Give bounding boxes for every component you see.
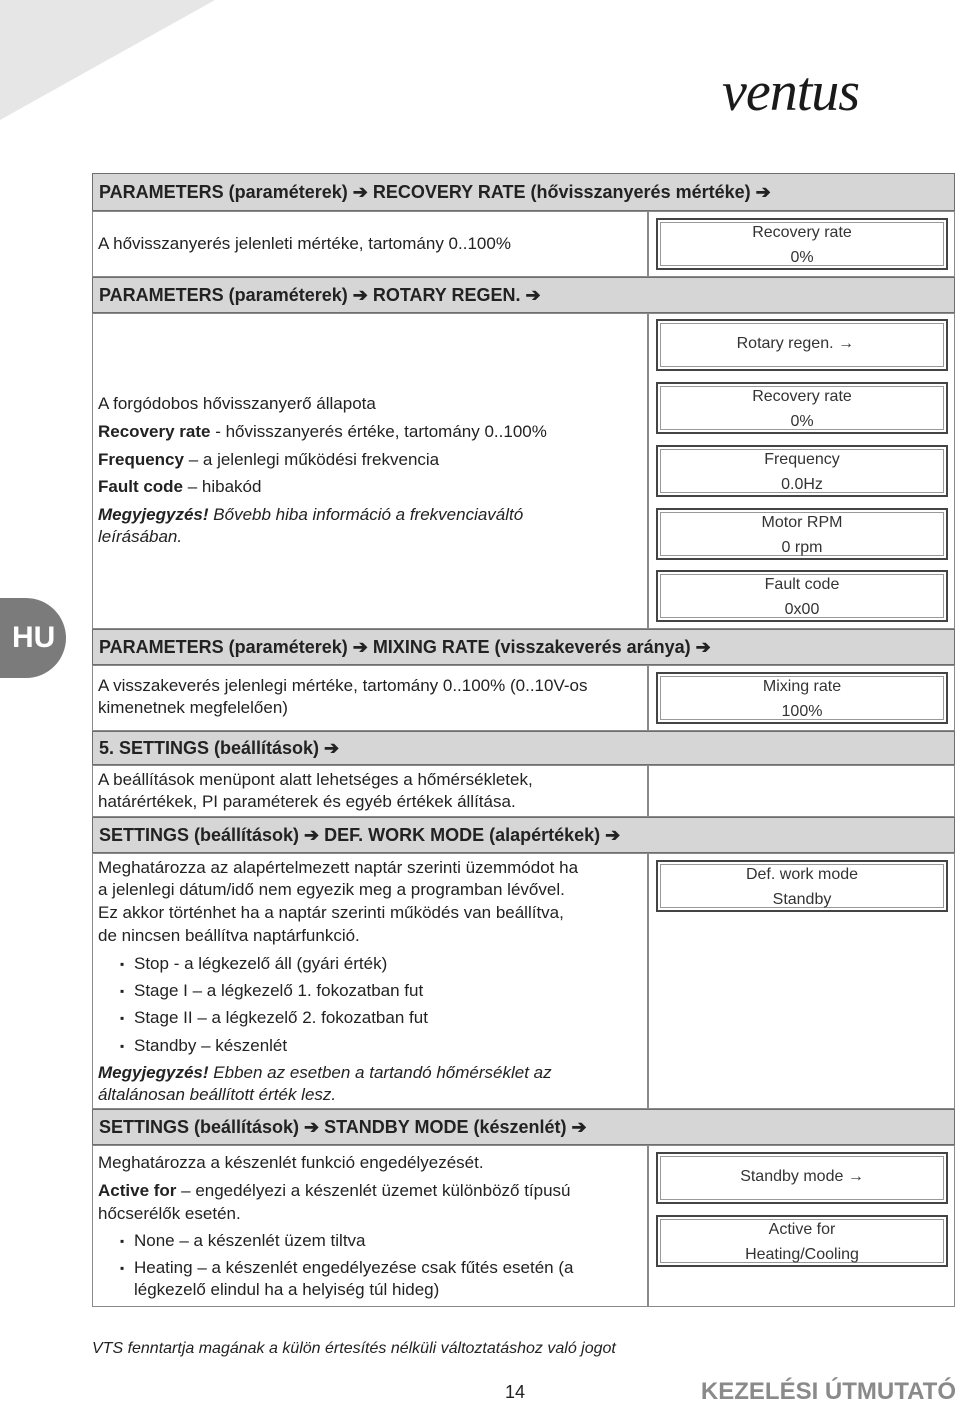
- standby-active-line: Active for – engedélyezi a készenlét üzemet különböző típusú: [98, 1181, 571, 1200]
- language-tab: HU: [0, 598, 66, 678]
- rotary-frequency-line: Frequency – a jelenlegi működési frekvencia: [98, 450, 440, 469]
- standby-mode-header: SETTINGS (beállítások) ➔ STANDBY MODE (készenlét) ➔: [92, 1109, 955, 1145]
- mixing-desc-cont: kimenetnek megfelelően): [98, 698, 288, 717]
- standby-bullet-cont: légkezelő elindul ha a helyiség túl hideg): [134, 1280, 440, 1299]
- def-work-mode-header: SETTINGS (beállítások) ➔ DEF. WORK MODE (alapértékek) ➔: [92, 817, 955, 853]
- mixing-rate-header: PARAMETERS (paraméterek) ➔ MIXING RATE (visszakeverés aránya) ➔: [92, 629, 955, 665]
- defwork-line: Meghatározza az alapértelmezett naptár szerinti üzemmódot ha: [98, 858, 579, 877]
- def-work-mode-display: [656, 860, 948, 912]
- display-label: Frequency: [764, 451, 840, 468]
- defwork-line: a jelenlegi dátum/idő nem egyezik meg a programban lévővel.: [98, 880, 565, 899]
- display-label: Def. work mode: [745, 866, 859, 883]
- rotary-recovery-display: [656, 382, 948, 434]
- recovery-rate-display: [656, 218, 948, 270]
- active-for-display: [656, 1215, 948, 1267]
- standby-bullet: ▪ Heating – a készenlét engedélyezése csak fűtés esetén (a: [134, 1257, 573, 1279]
- display-value: Heating/Cooling: [745, 1246, 859, 1263]
- settings-desc: A beállítások menüpont alatt lehetséges a hőmérsékletek,: [98, 770, 533, 789]
- rotary-desc-cell: [92, 313, 648, 629]
- recovery-rate-header: PARAMETERS (paraméterek) ➔ RECOVERY RATE (hővisszanyerés mértéke) ➔: [92, 173, 955, 211]
- display-value: 0.0Hz: [781, 476, 823, 493]
- defwork-bullet: ▪ Stage I – a légkezelő 1. fokozatban fut: [134, 980, 423, 1002]
- manual-title: KEZELÉSI ÚTMUTATÓ: [700, 1378, 956, 1405]
- settings-header: 5. SETTINGS (beállítások) ➔: [92, 731, 955, 765]
- standby-active-cont: hőcserélők esetén.: [98, 1204, 241, 1223]
- standby-bullet: ▪ None – a készenlét üzem tiltva: [134, 1230, 366, 1252]
- settings-desc-cont: határértékek, PI paraméterek és egyéb értékek állítása.: [98, 792, 516, 811]
- corner-decoration: [0, 0, 230, 130]
- settings-empty-cell: [648, 765, 955, 817]
- mixing-desc: A visszakeverés jelenlegi mértéke, tartomány 0..100% (0..10V-os: [98, 676, 588, 695]
- rotary-rpm-display: [656, 508, 948, 560]
- rotary-fault-display: [656, 570, 948, 622]
- rotary-recovery-line: Recovery rate - hővisszanyerés értéke, tartomány 0..100%: [98, 422, 547, 441]
- display-label: Recovery rate: [752, 224, 852, 241]
- footer-disclaimer: VTS fenntartja magának a külön értesítés nélküli változtatáshoz való jogot: [92, 1340, 616, 1357]
- rotary-fault-line: Fault code – hibakód: [98, 477, 262, 496]
- defwork-bullet: ▪ Standby – készenlét: [134, 1035, 287, 1057]
- defwork-note: Megyjegyzés! Ebben az esetben a tartandó hőmérséklet az: [98, 1063, 552, 1082]
- display-label: Active for: [768, 1221, 836, 1238]
- defwork-line: Ez akkor történhet ha a naptár szerinti működés van beállítva,: [98, 903, 564, 922]
- display-label: Recovery rate: [752, 388, 852, 405]
- display-label: Motor RPM: [761, 514, 843, 531]
- standby-line: Meghatározza a készenlét funkció engedélyezését.: [98, 1153, 484, 1172]
- rotary-regen-display: Rotary regen. →: [656, 319, 948, 371]
- defwork-note-cont: általánosan beállított érték lesz.: [98, 1085, 337, 1104]
- rotary-regen-header: PARAMETERS (paraméterek) ➔ ROTARY REGEN. ➔: [92, 277, 955, 313]
- display-value: 0 rpm: [781, 539, 823, 556]
- rotary-note-cont: leírásában.: [98, 527, 183, 546]
- display-value: 0x00: [784, 601, 820, 618]
- parameters-table: [92, 173, 955, 1307]
- display-value: 100%: [781, 703, 823, 720]
- mixing-rate-display: [656, 672, 948, 724]
- display-value: 0%: [790, 249, 814, 266]
- defwork-line: de nincsen beállítva naptárfunkció.: [98, 926, 360, 945]
- defwork-bullet: ▪ Stop - a légkezelő áll (gyári érték): [134, 953, 387, 975]
- svg-text:ventus: ventus: [722, 62, 860, 122]
- recovery-desc: A hővisszanyerés jelenleti mértéke, tartomány 0..100%: [98, 234, 511, 253]
- display-value: 0%: [790, 413, 814, 430]
- page-number: 14: [505, 1382, 526, 1402]
- defwork-bullet: ▪ Stage II – a légkezelő 2. fokozatban fut: [134, 1007, 428, 1029]
- rotary-frequency-display: [656, 445, 948, 497]
- rotary-note: Megyjegyzés! Bővebb hiba információ a frekvenciaváltó: [98, 505, 524, 524]
- display-value: Standby: [772, 891, 832, 908]
- rotary-desc-line: A forgódobos hővisszanyerő állapota: [98, 394, 376, 413]
- display-label: Mixing rate: [762, 678, 842, 695]
- standby-mode-display: Standby mode →: [656, 1152, 948, 1204]
- display-label: Fault code: [764, 576, 840, 593]
- brand-logo: [722, 62, 952, 122]
